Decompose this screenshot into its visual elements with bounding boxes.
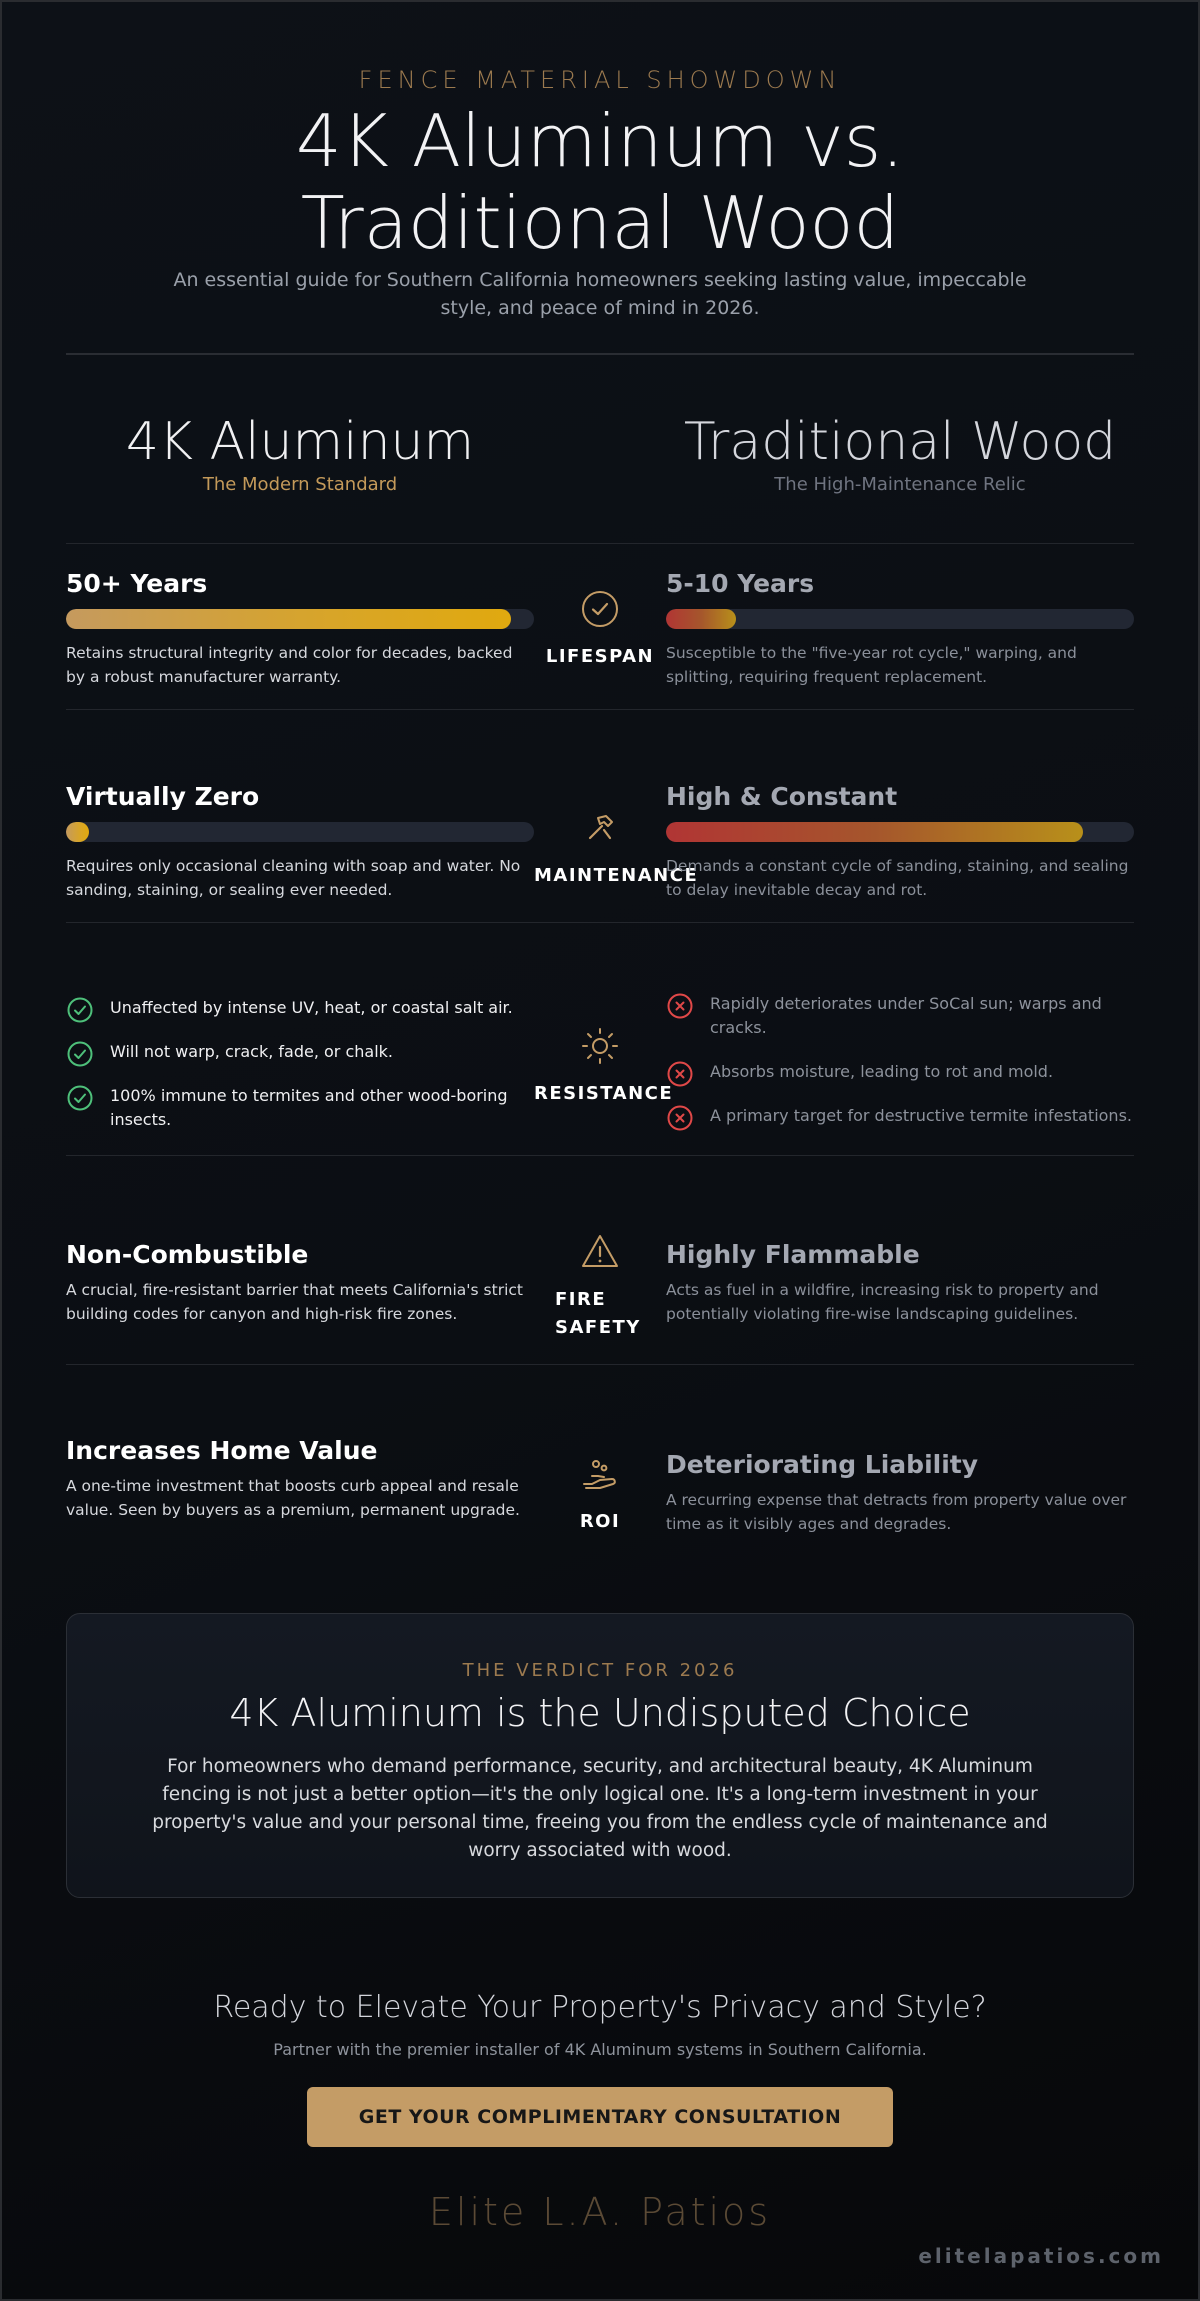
row-resistance — [66, 996, 1134, 1156]
row-fire-safety — [66, 1240, 1134, 1360]
drawback-item — [666, 992, 1134, 1040]
hammer-icon — [578, 806, 622, 850]
row-label: MAINTENANCE — [534, 865, 699, 886]
divider — [66, 1155, 1134, 1156]
value-description: Requires only occasional cleaning with soap and water. No sanding, staining, or sealing ever needed. — [66, 857, 521, 899]
benefit-item — [66, 996, 534, 1020]
column-header-wood — [650, 412, 1150, 495]
drawback-text: A primary target for destructive termite infestations. — [710, 1106, 1132, 1125]
row-label-lifespan — [534, 587, 666, 671]
divider — [66, 709, 1134, 710]
level-bar — [66, 822, 534, 842]
level-bar — [666, 822, 1134, 842]
divider — [66, 353, 1134, 355]
drawback-text: Rapidly deteriorates under SoCal sun; warps and cracks. — [710, 994, 1102, 1037]
benefit-text: Will not warp, crack, fade, or chalk. — [110, 1042, 393, 1061]
drawback-item — [666, 1104, 1134, 1128]
value-title: 50+ Years — [66, 569, 208, 598]
column-header-aluminum — [50, 412, 550, 495]
verdict-eyebrow: THE VERDICT FOR 2026 — [462, 1660, 738, 1681]
level-bar — [666, 609, 1134, 629]
row-roi — [66, 1436, 1134, 1556]
x-circle-icon — [666, 992, 694, 1020]
value-title: 5-10 Years — [666, 569, 815, 598]
cta-subtitle: Partner with the premier installer of 4K Aluminum systems in Southern California. — [273, 2040, 927, 2059]
row-maintenance — [66, 782, 1134, 922]
verdict-card — [66, 1613, 1134, 1898]
eyebrow: FENCE MATERIAL SHOWDOWN — [358, 66, 842, 94]
resistance-aluminum — [66, 996, 534, 1152]
benefit-text: Unaffected by intense UV, heat, or coastal salt air. — [110, 998, 513, 1017]
value-title: Deteriorating Liability — [666, 1450, 979, 1479]
value-title: Highly Flammable — [666, 1240, 920, 1269]
cta-title: Ready to Elevate Your Property's Privacy and Style? — [213, 1990, 987, 2025]
lifespan-aluminum — [66, 569, 534, 689]
website-link[interactable]: elitelapatios.com — [918, 2244, 1164, 2268]
divider — [66, 922, 1134, 923]
column-tagline: The Modern Standard — [202, 474, 398, 495]
verdict-body: For homeowners who demand performance, security, and architectural beauty, 4K Aluminum fencing is not just a better option—it's the only logical one. It's a long-term investment in your property's value and your personal time, freeing you from the endless cycle of maintenance and worry associated with wood. — [152, 1756, 1048, 1861]
sun-icon — [578, 1024, 622, 1068]
check-circle-icon — [66, 1040, 94, 1068]
value-description: A crucial, fire-resistant barrier that meets California's strict building codes for canyon and high-risk fire zones. — [66, 1281, 523, 1323]
roi-aluminum — [66, 1436, 534, 1522]
x-circle-icon — [666, 1104, 694, 1132]
row-label-maintenance — [534, 806, 699, 890]
drawback-item — [666, 1060, 1134, 1084]
value-title: Increases Home Value — [66, 1436, 378, 1465]
column-tagline: The High-Maintenance Relic — [774, 474, 1026, 495]
value-description: Acts as fuel in a wildfire, increasing risk to property and potentially violating fire-wise landscaping guidelines. — [666, 1281, 1099, 1323]
column-name: 4K Aluminum — [125, 412, 475, 472]
value-description: Susceptible to the "five-year rot cycle," warping, and splitting, requiring frequent replacement. — [666, 644, 1077, 686]
value-description: Demands a constant cycle of sanding, staining, and sealing to delay inevitable decay and rot. — [666, 857, 1129, 899]
drawback-text: Absorbs moisture, leading to rot and mold. — [710, 1062, 1054, 1081]
level-bar-fill — [666, 609, 736, 629]
maintenance-aluminum — [66, 782, 534, 902]
page-title: 4K Aluminum vs. Traditional Wood — [295, 99, 905, 265]
divider — [66, 543, 1134, 544]
roi-wood — [666, 1450, 1134, 1536]
check-circle-icon — [66, 996, 94, 1024]
verdict-title: 4K Aluminum is the Undisputed Choice — [229, 1691, 971, 1735]
row-label: FIRE SAFETY — [555, 1289, 641, 1338]
check-circle-icon — [578, 587, 622, 631]
benefit-item — [66, 1084, 534, 1132]
warning-triangle-icon — [578, 1230, 622, 1274]
row-label-roi — [534, 1452, 666, 1536]
value-title: Non-Combustible — [66, 1240, 309, 1269]
benefit-text: 100% immune to termites and other wood-boring insects. — [110, 1086, 508, 1129]
row-lifespan — [66, 569, 1134, 709]
level-bar-fill — [66, 609, 511, 629]
row-label: LIFESPAN — [545, 646, 655, 667]
page-subtitle: An essential guide for Southern California homeowners seeking lasting value, impeccable style, and peace of mind in 2026. — [173, 269, 1027, 319]
resistance-wood — [666, 992, 1134, 1148]
divider — [66, 1364, 1134, 1365]
row-label-resistance — [534, 1024, 674, 1108]
row-label: RESISTANCE — [534, 1083, 674, 1104]
level-bar-fill — [666, 822, 1083, 842]
hand-coin-icon — [578, 1452, 622, 1496]
value-description: A one-time investment that boosts curb appeal and resale value. Seen by buyers as a premium, permanent upgrade. — [66, 1477, 520, 1519]
consultation-button[interactable]: GET YOUR COMPLIMENTARY CONSULTATION — [307, 2087, 893, 2147]
value-title: High & Constant — [666, 782, 898, 811]
row-label: ROI — [579, 1511, 621, 1532]
level-bar — [66, 609, 534, 629]
value-description: Retains structural integrity and color for decades, backed by a robust manufacturer warranty. — [66, 644, 513, 686]
lifespan-wood — [666, 569, 1134, 689]
value-description: A recurring expense that detracts from property value over time as it visibly ages and degrades. — [666, 1491, 1127, 1533]
check-circle-icon — [66, 1084, 94, 1112]
brand-logo: Elite L.A. Patios — [428, 2190, 772, 2234]
benefit-item — [66, 1040, 534, 1064]
row-label-fire-safety — [534, 1230, 666, 1342]
level-bar-fill — [66, 822, 89, 842]
fire-aluminum — [66, 1240, 534, 1326]
column-name: Traditional Wood — [683, 412, 1117, 472]
value-title: Virtually Zero — [66, 782, 260, 811]
x-circle-icon — [666, 1060, 694, 1088]
maintenance-wood — [666, 782, 1134, 902]
fire-wood — [666, 1240, 1134, 1326]
